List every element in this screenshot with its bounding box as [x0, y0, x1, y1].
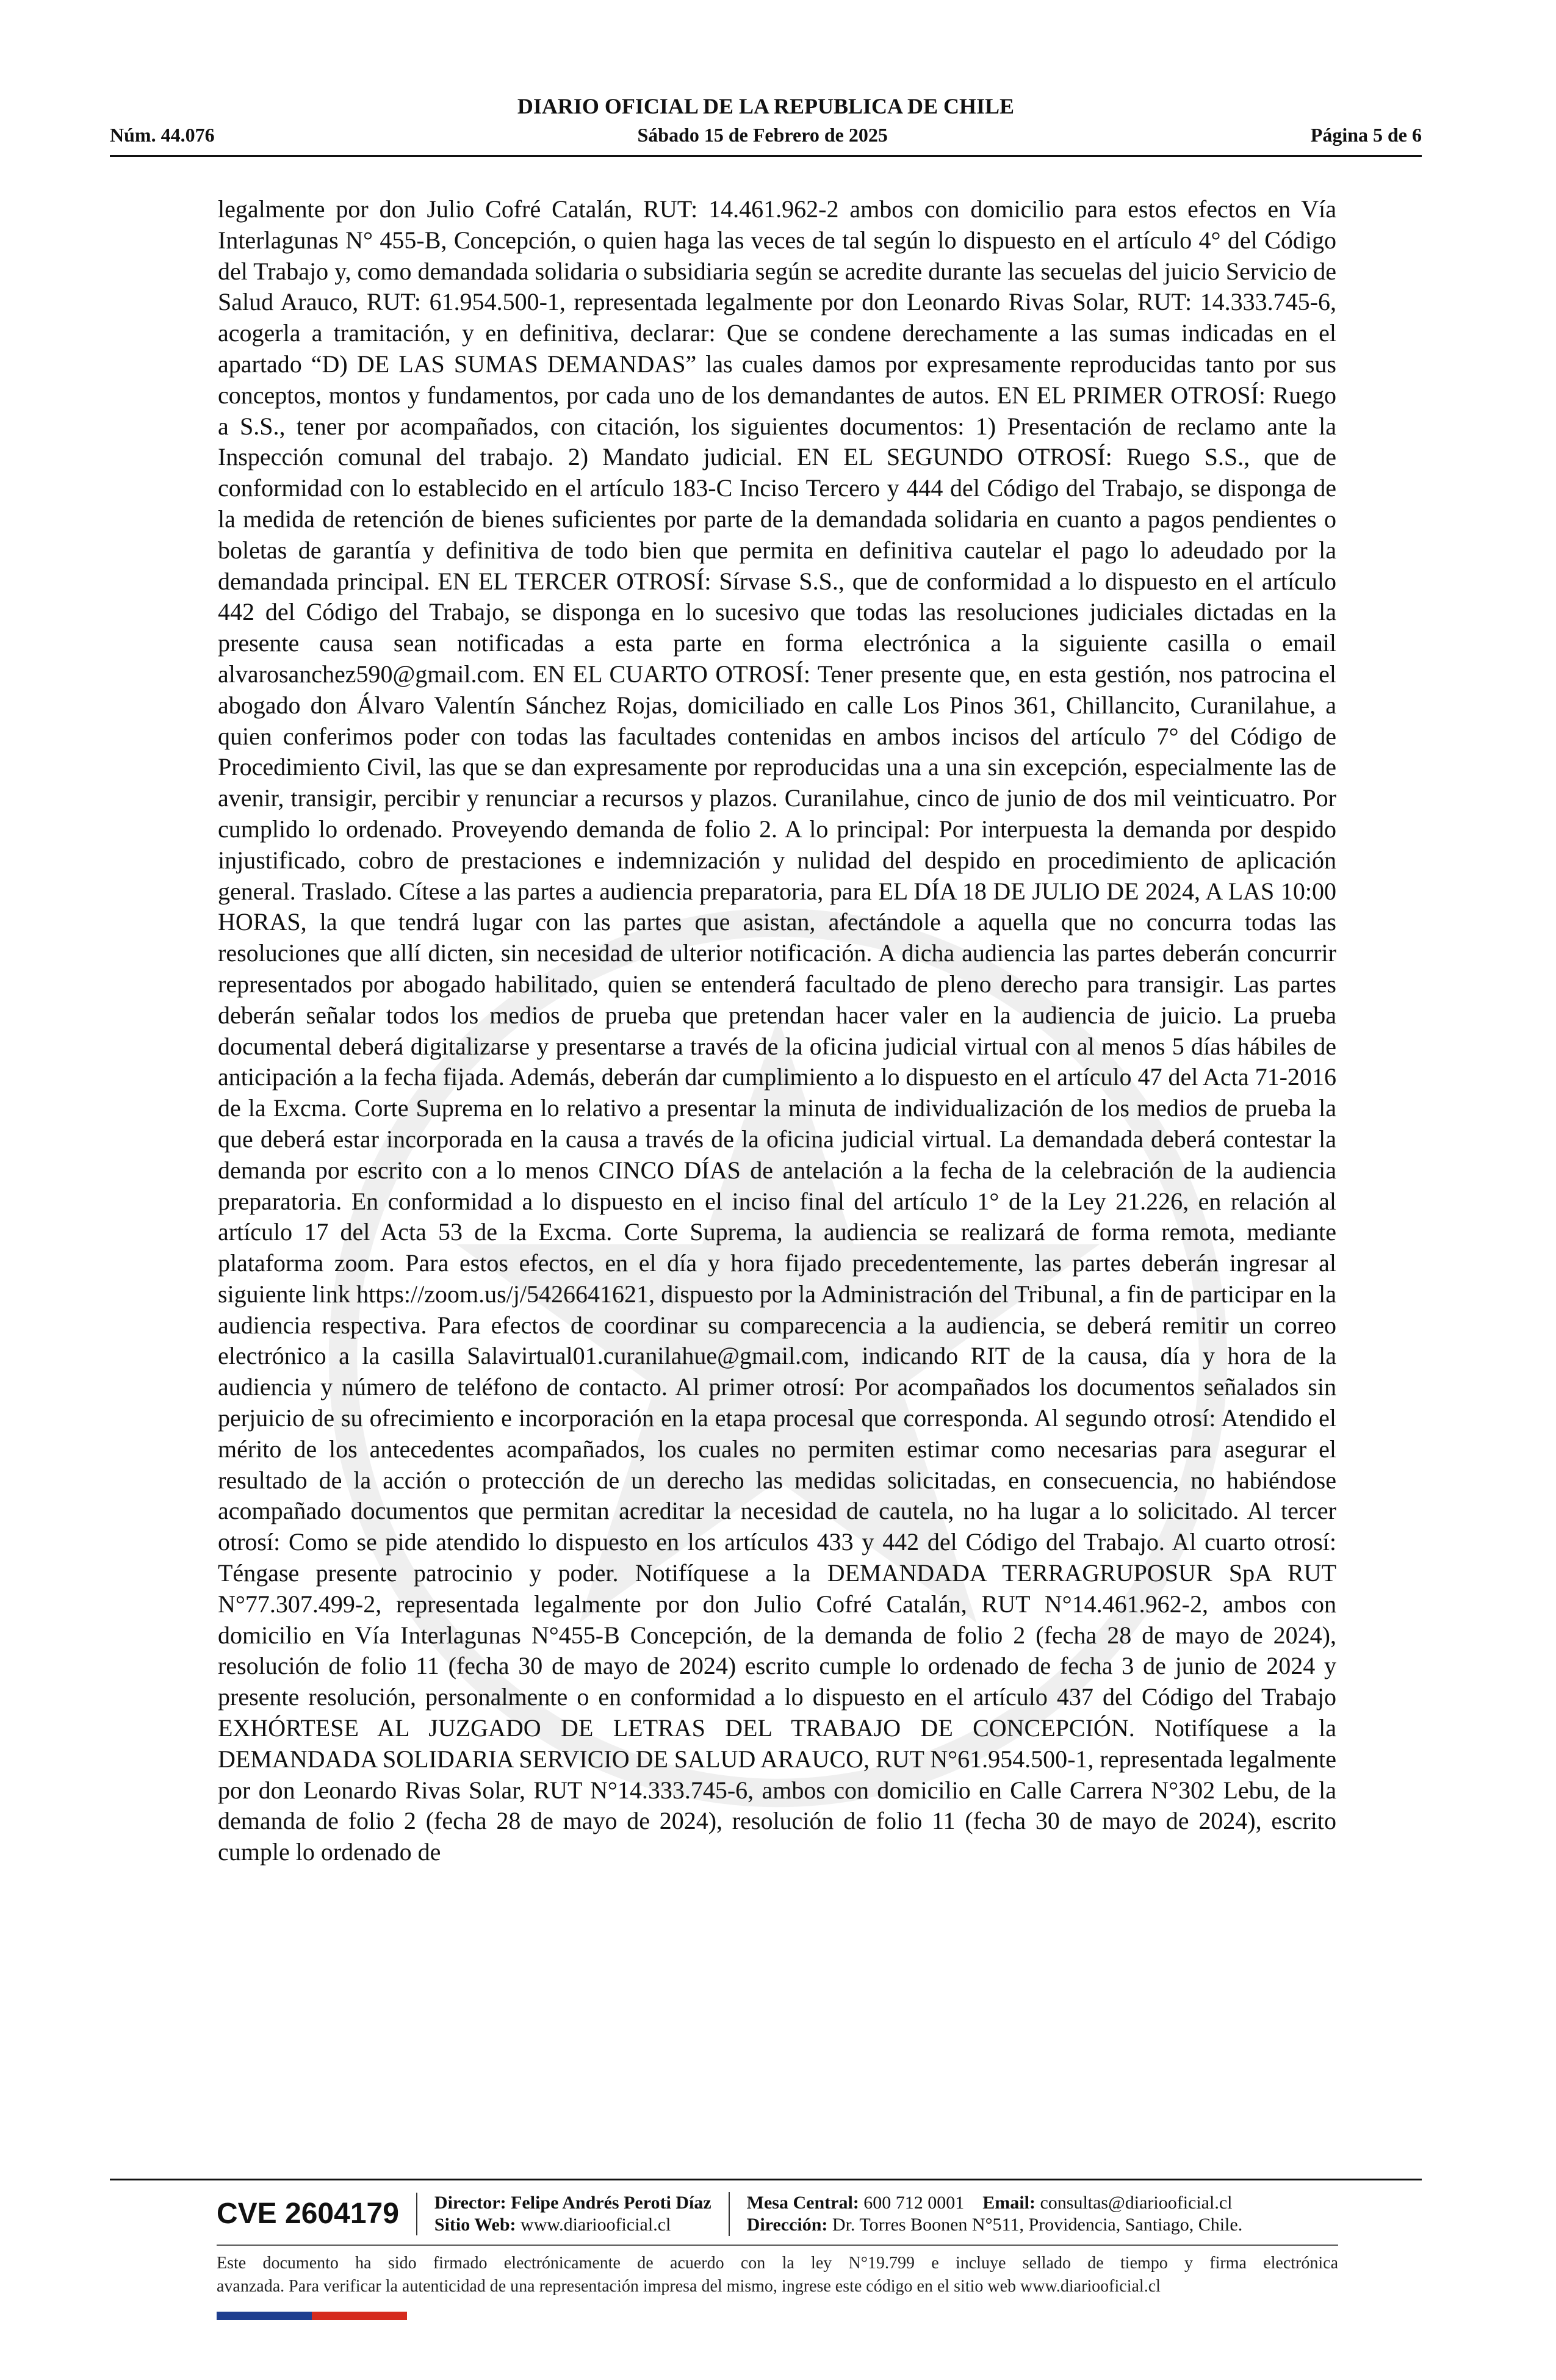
header-divider — [110, 155, 1422, 157]
director-name: Felipe Andrés Peroti Díaz — [511, 2193, 711, 2213]
body-paragraph: legalmente por don Julio Cofré Catalán, RUT: 14.461.962-2 ambos con domicilio para estos efectos en Vía Interlagunas N° 455-B, Concepción, o quien haga las veces de tal según lo dispuesto en el artículo 4° del Código del Trabajo y, como demandada solidaria o subsidiaria según se acredite durante las secuelas del juicio Servicio de Salud Arauco, RUT: 61.954.500-1, representada legalmente por don Leonardo Rivas Solar, RUT: 14.333.745-6, acogerla a tramitación, y en definitiva, declarar: Que se condene derechamente a las sumas indicadas en el apartado “D) DE LAS SUMAS DEMANDAS” las cuales damos por expresamente reproducidas tanto por sus conceptos, montos y fundamentos, por cada uno de los demandantes de autos. EN EL PRIMER OTROSÍ: Ruego a S.S., tener por acompañados, con citación, los siguientes documentos: 1) Presentación de reclamo ante la Inspección comunal del trabajo. 2) Mandato judicial. EN EL SEGUNDO OTROSÍ: Ruego S.S., que de conformidad con lo establecido en el artículo 183-C Inciso Tercero y 444 del Código del Trabajo, se disponga de la medida de retención de bienes suficientes por parte de la demandada solidaria en cuanto a pagos pendientes o boletas de garantía y definitiva de todo bien que permita en definitiva cautelar el pago lo adeudado por la demandada principal. EN EL TERCER OTROSÍ: Sírvase S.S., que de conformidad a lo dispuesto en el artículo 442 del Código del Trabajo, se disponga en lo sucesivo que todas las resoluciones judiciales dictadas en la presente causa sean notificadas a esta parte en forma electrónica a la siguiente casilla o email alvarosanchez590@gmail.com. EN EL CUARTO OTROSÍ: Tener presente que, en esta gestión, nos patrocina el abogado don Álvaro Valentín Sánchez Rojas, domiciliado en calle Los Pinos 361, Chillancito, Curanilahue, a quien conferimos poder con todas las facultades contenidas en ambos incisos del artículo 7° del Código de Procedimiento Civil, las que se dan expresamente por reproducidas una a una sin excepción, especialmente las de avenir, transigir, percibir y renunciar a recursos y plazos. Curanilahue, cinco de junio de dos mil veinticuatro. Por cumplido lo ordenado. Proveyendo demanda de folio 2. A lo principal: Por interpuesta la demanda por despido injustificado, cobro de prestaciones e indemnización y nulidad del despido en procedimiento de aplicación general. Traslado. Cítese a las partes a audiencia preparatoria, para EL DÍA 18 DE JULIO DE 2024, A LAS 10:00 HORAS, la que tendrá lugar con las partes que asistan, afectándole a aquella que no concurra todas las resoluciones que allí dicten, sin necesidad de ulterior notificación. A dicha audiencia las partes deberán concurrir representados por abogado habilitado, quien se entenderá facultado de pleno derecho para transigir. Las partes deberán señalar todos los medios de prueba que pretendan hacer valer en la audiencia de juicio. La prueba documental deberá digitalizarse y presentarse a través de la oficina judicial virtual con al menos 5 días hábiles de anticipación a la fecha fijada. Además, deberán dar cumplimiento a lo dispuesto en el artículo 47 del Acta 71-2016 de la Excma. Corte Suprema en lo relativo a presentar la minuta de individualización de los medios de prueba la que deberá estar incorporada en la causa a través de la oficina judicial virtual. La demandada deberá contestar la demanda por escrito con a lo menos CINCO DÍAS de antelación a la fecha de la celebración de la audiencia preparatoria. En conformidad a lo dispuesto en el inciso final del artículo 1° de la Ley 21.226, en relación al artículo 17 del Acta 53 de la Excma. Corte Suprema, la audiencia se realizará de forma remota, mediante plataforma zoom. Para estos efectos, en el día y hora fijado precedentemente, las partes deberán ingresar al siguiente link https://zoom.us/j/5426641621, dispuesto por la Administración del Tribunal, a fin de participar en la audiencia respectiva. Para efectos de coordinar su comparecencia a la audiencia, se deberá remitir un correo electrónico a la casilla Salavirtual01.curanilahue@gmail.com, indicando RIT de la causa, día y hora de la audiencia y número de teléfono de contacto. Al primer otrosí: Por acompañados los documentos señalados sin perjuicio de su ofrecimiento e incorporación en la etapa procesal que corresponda. Al segundo otrosí: Atendido el mérito de los antecedentes acompañados, los cuales no permiten estimar como necesarias para asegurar el resultado de la acción o protección de un derecho las medidas solicitadas, en consecuencia, no habiéndose acompañado documentos que permitan acreditar la necesidad de cautela, no ha lugar a lo solicitado. Al tercer otrosí: Como se pide atendido lo dispuesto en los artículos 433 y 442 del Código del Trabajo. Al cuarto otrosí: Téngase presente patrocinio y poder. Notifíquese a la DEMANDADA TERRAGRUPOSUR SpA RUT N°77.307.499-2, representada legalmente por don Julio Cofré Catalán, RUT N°14.461.962-2, ambos con domicilio en Vía Interlagunas N°455-B Concepción, de la demanda de folio 2 (fecha 28 de mayo de 2024), resolución de folio 11 (fecha 30 de mayo de 2024) escrito cumple lo ordenado de fecha 3 de junio de 2024 y presente resolución, personalmente o en conformidad a lo dispuesto en el artículo 437 del Código del Trabajo EXHÓRTESE AL JUZGADO DE LETRAS DEL TRABAJO DE CONCEPCIÓN. Notifíquese a la DEMANDADA SOLIDARIA SERVICIO DE SALUD ARAUCO, RUT N°61.954.500-1, representada legalmente por don Leonardo Rivas Solar, RUT N°14.333.745-6, ambos con domicilio en Calle Carrera N°302 Lebu, de la demanda de folio 2 (fecha 28 de mayo de 2024), resolución de folio 11 (fecha 30 de mayo de 2024), escrito cumple lo ordenado de — [218, 195, 1336, 1866]
page-indicator: Página 5 de 6 — [1310, 124, 1422, 146]
mesa-label: Mesa Central: — [746, 2193, 859, 2213]
mesa-phone: 600 712 0001 — [863, 2193, 965, 2213]
site-label: Sitio Web: — [434, 2215, 516, 2235]
publication-title: DIARIO OFICIAL DE LA REPUBLICA DE CHILE — [517, 94, 1015, 118]
flag-bar-blue — [217, 2312, 312, 2320]
flag-color-bar — [217, 2312, 407, 2320]
address-label: Dirección: — [746, 2215, 828, 2235]
legal-notice — [217, 2252, 1338, 2298]
flag-bar-red — [312, 2312, 407, 2320]
site-link[interactable]: www.diariooficial.cl — [520, 2215, 671, 2235]
issue-number: Núm. 44.076 — [110, 124, 215, 146]
cve-code: CVE 2604179 — [217, 2193, 417, 2235]
address-value: Dr. Torres Boonen N°511, Providencia, Santiago, Chile. — [832, 2215, 1243, 2235]
footer-divider-secondary — [217, 2245, 1338, 2246]
document-body — [218, 194, 1336, 1868]
legal-line-1: Este documento ha sido firmado electrónicamente de acuerdo con la ley N°19.799 e incluye sellado de tiempo y firma electrónica — [217, 2254, 1338, 2273]
page-footer — [217, 2190, 1338, 2238]
email-label: Email: — [982, 2193, 1036, 2213]
legal-line-2: avanzada. Para verificar la autenticidad de una representación impresa del mismo, ingrese este código en el sitio web www.diariooficial.cl — [217, 2277, 1161, 2296]
director-label: Director: — [434, 2193, 506, 2213]
footer-divider — [110, 2179, 1422, 2180]
email-link[interactable]: consultas@diariooficial.cl — [1040, 2193, 1233, 2213]
issue-date: Sábado 15 de Febrero de 2025 — [637, 124, 888, 146]
